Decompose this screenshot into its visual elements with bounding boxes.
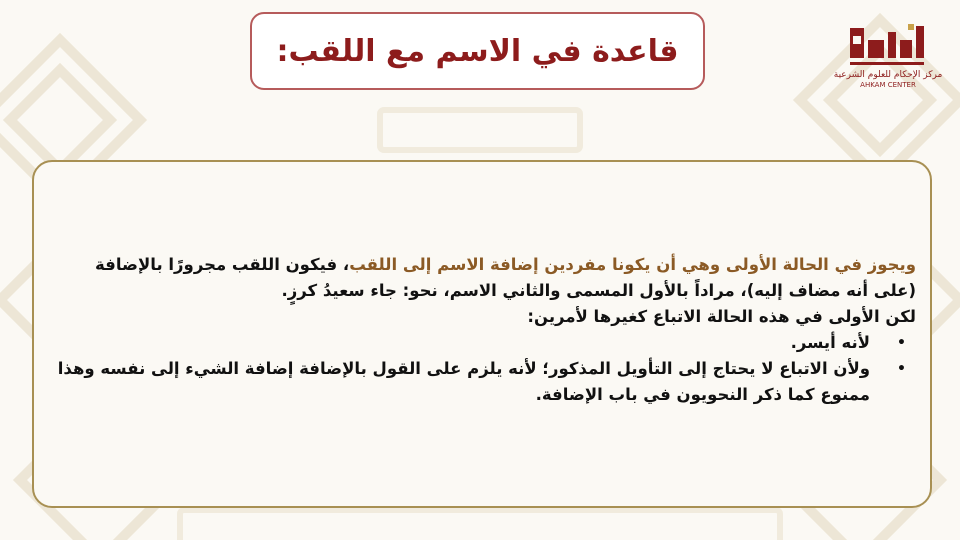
- paragraph-2: لكن الأولى في هذه الحالة الاتباع كغيرها لأمرين:: [527, 307, 916, 326]
- paragraph-1-rest: ، فيكون اللقب مجرورًا بالإضافة (على أنه مضاف إليه)، مراداً بالأول المسمى والثاني الاسم، نحو: جاء سعيدُ كرزٍ.: [95, 255, 916, 300]
- slide-title: قاعدة في الاسم مع اللقب:: [276, 33, 679, 69]
- highlighted-text: ويجوز في الحالة الأولى وهي أن يكونا مفردين إضافة الاسم إلى اللقب: [349, 255, 916, 274]
- title-box: [250, 12, 705, 90]
- list-item: [48, 356, 916, 408]
- content-text: [48, 252, 916, 408]
- bullet-text: لأنه أيسر.: [790, 333, 870, 352]
- ahkam-logo-icon: [848, 22, 928, 68]
- paragraph-1: [48, 252, 916, 304]
- content-box: [32, 160, 932, 508]
- logo-subtitle: مركز الإحكام للعلوم الشرعية: [833, 70, 943, 80]
- bullet-text: ولأن الاتباع لا يحتاج إلى التأويل المذكور؛ لأنه يلزم على القول بالإضافة إضافة الشيء إلى نفسه وهذا ممنوع كما ذكر النحويون في باب الإضافة.: [57, 359, 870, 404]
- logo: [833, 22, 943, 100]
- bullet-icon: •: [897, 361, 906, 377]
- bullet-icon: •: [897, 335, 906, 351]
- logo-tagline: AHKAM CENTER: [860, 81, 916, 89]
- list-item: [48, 330, 916, 356]
- bullet-list: [48, 330, 916, 408]
